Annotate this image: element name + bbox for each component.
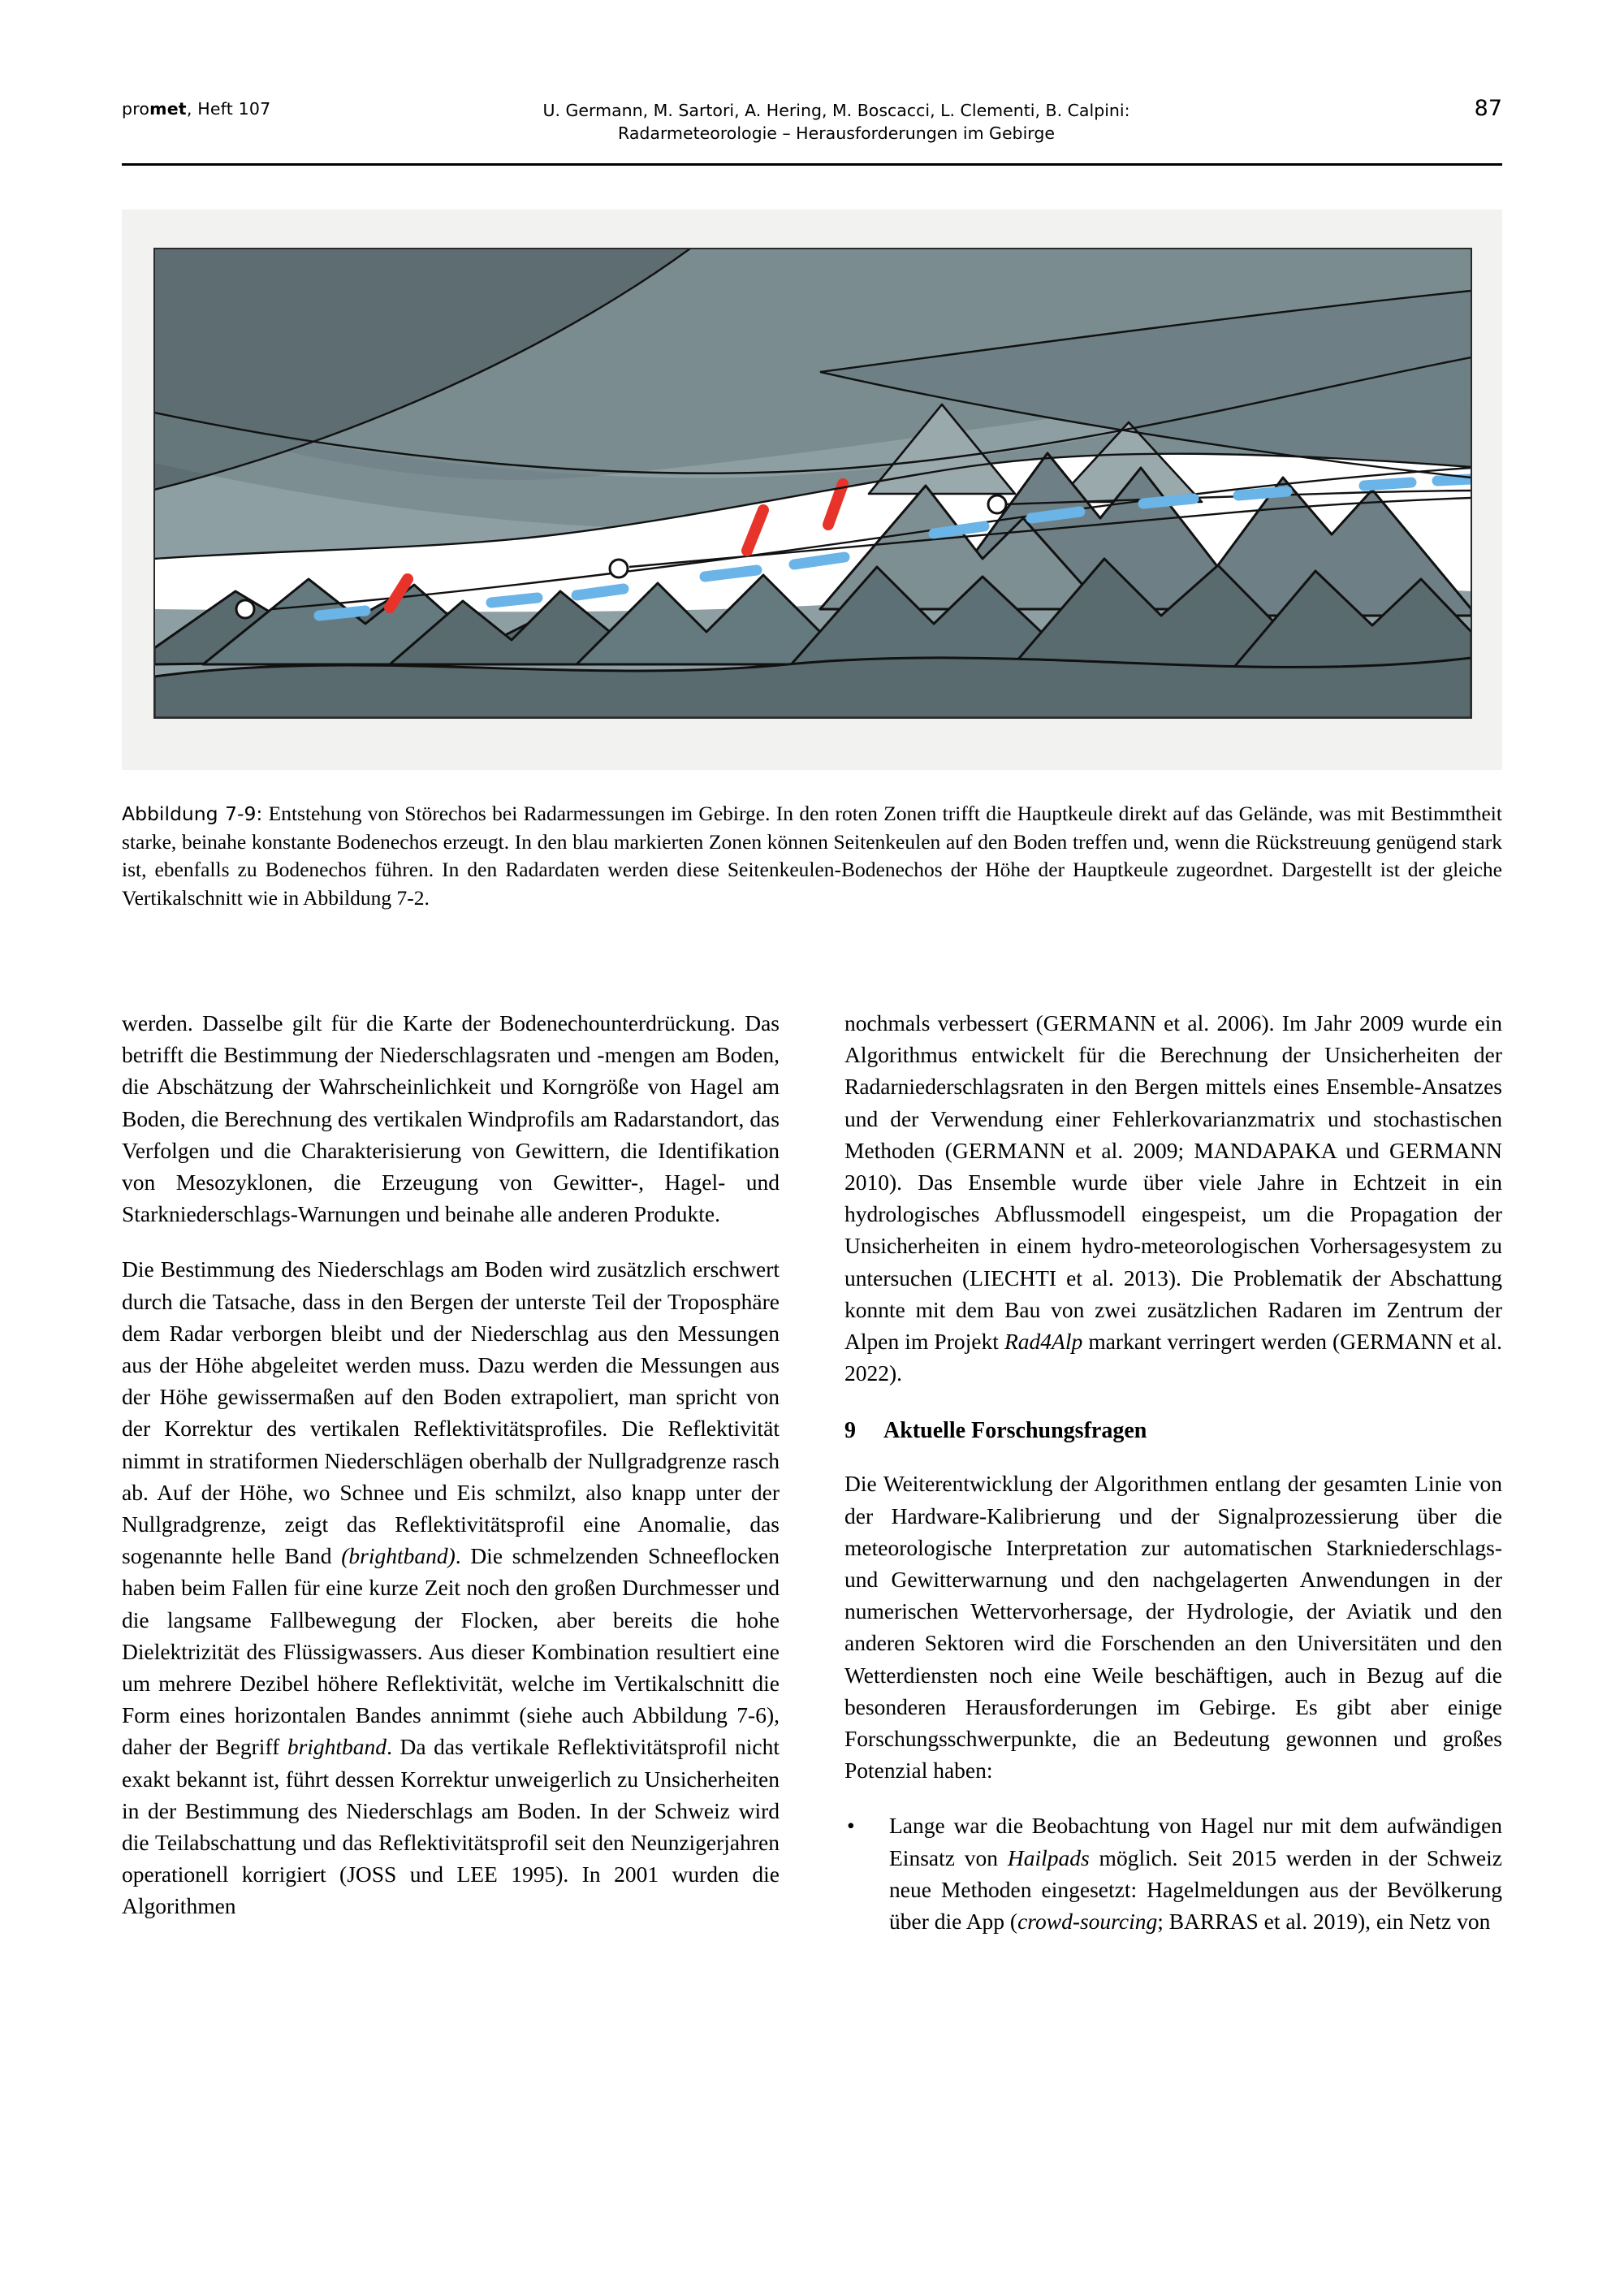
page-number: 87	[1474, 96, 1502, 121]
caption-label: Abbildung 7-9:	[122, 802, 263, 825]
section-title: Aktuelle Forschungsfragen	[883, 1418, 1147, 1444]
body-column-right	[844, 1007, 1502, 1953]
bullet-list	[844, 1810, 1502, 1937]
article-title: Radarmeteorologie – Herausforderungen im Gebirge	[618, 123, 1055, 143]
section-number: 9	[844, 1418, 856, 1444]
article-header	[390, 99, 1283, 145]
article-authors: U. Germann, M. Sartori, A. Hering, M. Boscacci, L. Clementi, B. Calpini:	[542, 101, 1130, 120]
list-item: • Lange war die Beobachtung von Hagel nur mit dem aufwändigen Einsatz von Hailpads möglich. Seit 2015 werden in der Schweiz neue Methoden eingesetzt: Hagelmeldungen aus der Bevölkerung über die App (crowd-sourcing; BARRAS et al. 2019), ein Netz von	[844, 1810, 1502, 1937]
radar-mountain-clutter-diagram	[122, 210, 1502, 770]
figure-7-9	[122, 210, 1502, 770]
caption-text: Entstehung von Störechos bei Radarmessungen im Gebirge. In den roten Zonen trifft die Hauptkeule direkt auf das Gelände, was mit Bestimmtheit starke, beinahe konstante Bodenechos erzeugt. In den blau markierten Zonen können Seitenkeulen auf den Boden treffen und, wenn die Rückstreuung genügend stark ist, ebenfalls zu Bodenechos führen. In den Radardaten werden diese Seitenkeulen-Bodenechos der Höhe der Hauptkeule zugeordnet. Dargestellt ist der gleiche Vertikalschnitt wie in Abbildung 7-2.	[122, 802, 1502, 910]
figure-caption	[122, 800, 1502, 912]
body-column-left	[122, 1007, 780, 1922]
journal-name: promet, Heft 107	[122, 99, 271, 119]
bullet-marker: •	[847, 1813, 855, 1839]
header-rule	[122, 163, 1502, 166]
paragraph: werden. Dasselbe gilt für die Karte der Bodenechounterdrückung. Das betrifft die Bestimmung der Niederschlagsraten und -mengen am Boden, die Abschätzung der Wahrscheinlichkeit und Korngröße von Hagel am Boden, die Berechnung des vertikalen Windprofils am Radarstandort, das Verfolgen und die Charakterisierung von Gewittern, die Identifikation von Mesozyklonen, die Erzeugung von Gewitter-, Hagel- und Starkniederschlags-Warnungen und beinahe alle anderen Produkte.	[122, 1010, 780, 1227]
paragraph: Die Bestimmung des Niederschlags am Boden wird zusätzlich erschwert durch die Tatsache, dass in den Bergen der unterste Teil der Troposphäre dem Radar verborgen bleibt und der Niederschlag aus den Messungen aus der Höhe abgeleitet werden muss. Dazu werden die Messungen aus der Höhe gewissermaßen auf den Boden extrapoliert, man spricht von der Korrektur des vertikalen Reflektivitätsprofiles. Die Reflektivität nimmt in stratiformen Niederschlägen oberhalb der Nullgradgrenze rasch ab. Auf der Höhe, wo Schnee und Eis schmilzt, also knapp unter der Nullgradgrenze, zeigt das Reflektivitätsprofil eine Anomalie, das sogenannte helle Band (brightband). Die schmelzenden Schneeflocken haben beim Fallen für eine kurze Zeit noch den großen Durchmesser und die langsame Fallbewegung der Flocken, aber bereits die hohe Dielektrizität des Flüssigwassers. Aus dieser Kombination resultiert eine um mehrere Dezibel höhere Reflektivität, welche im Vertikalschnitt die Form eines horizontalen Bandes annimmt (siehe auch Abbildung 7-6), daher der Begriff brightband. Da das vertikale Reflektivitätsprofil nicht exakt bekannt ist, führt dessen Korrektur unweigerlich zu Unsicherheiten in der Bestimmung des Niederschlags am Boden. In der Schweiz wird die Teilabschattung und das Reflektivitätsprofil seit den Neunzigerjahren operationell korrigiert (JOSS und LEE 1995). In 2001 wurden die Algorithmen	[122, 1256, 780, 1919]
paragraph: nochmals verbessert (GERMANN et al. 2006). Im Jahr 2009 wurde ein Algorithmus entwickelt für die Berechnung der Unsicherheiten der Radarniederschlagsraten in den Bergen mittels eines Ensemble-Ansatzes und der Verwendung einer Fehlerkovarianzmatrix und stochastischen Methoden (GERMANN et al. 2009; MANDAPAKA und GERMANN 2010). Das Ensemble wurde über viele Jahre in Echtzeit in ein hydrologisches Abflussmodell eingespeist, um die Propagation der Unsicherheiten in einem hydro-meteorologischen Vorhersagesystem zu untersuchen (LIECHTI et al. 2013). Die Problematik der Abschattung konnte mit dem Bau von zwei zusätzlichen Radaren im Zentrum der Alpen im Projekt Rad4Alp markant verringert werden (GERMANN et al. 2022).	[844, 1010, 1502, 1386]
paragraph: Die Weiterentwicklung der Algorithmen entlang der gesamten Linie von der Hardware-Kalibrierung und der Signalprozessierung über die meteorologische Interpretation zur automatischen Starkniederschlags- und Gewitterwarnung und den nachgelagerten Anwendungen in der numerischen Wettervorhersage, der Hydrologie, der Aviatik und den anderen Sektoren wird die Forschenden an den Universitäten und den Wetterdiensten noch eine Weile beschäftigen, auch in Bezug auf die besonderen Herausforderungen im Gebirge. Es gibt aber einige Forschungsschwerpunkte, die an Bedeutung gewonnen und großes Potenzial haben:	[844, 1471, 1502, 1784]
section-heading	[844, 1416, 1502, 1446]
running-head	[122, 96, 1502, 148]
